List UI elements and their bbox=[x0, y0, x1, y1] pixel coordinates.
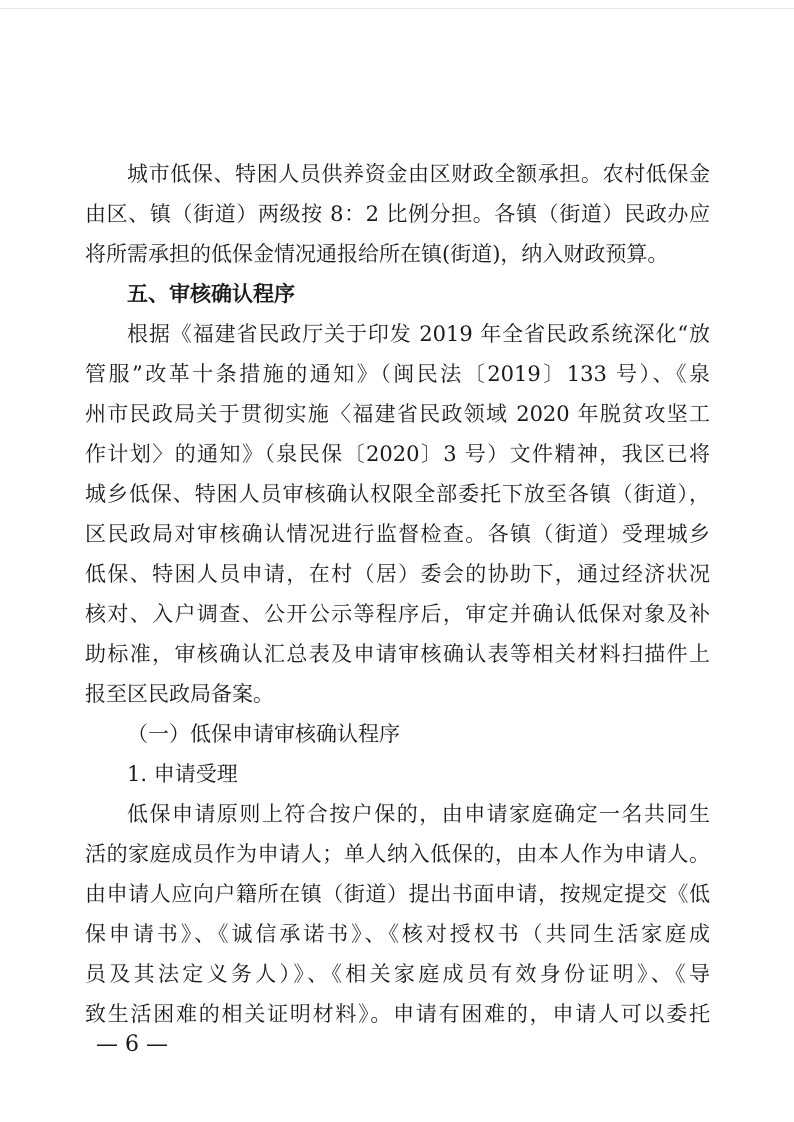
paragraph-3-line-4: 保申请书》、《诚信承诺书》、《核对授权书（共同生活家庭成 bbox=[85, 922, 710, 946]
paragraph-2-line-4: 作计划〉的通知》（泉民保〔2020〕3 号）文件精神，我区已将 bbox=[85, 442, 710, 466]
paragraph-2-line-3: 州市民政局关于贯彻实施〈福建省民政领域 2020 年脱贫攻坚工 bbox=[85, 402, 710, 426]
section-heading: 五、审核确认程序 bbox=[127, 282, 295, 306]
paragraph-3-line-5: 员及其法定义务人）》、《相关家庭成员有效身份证明》、《导 bbox=[85, 962, 710, 986]
paragraph-2-line-1: 根据《福建省民政厅关于印发 2019 年全省民政系统深化“放 bbox=[127, 322, 710, 346]
paragraph-1-line-2: 由区、镇（街道）两级按 8：2 比例分担。各镇（街道）民政办应 bbox=[85, 202, 710, 226]
paragraph-2-line-5: 城乡低保、特困人员审核确认权限全部委托下放至各镇（街道）， bbox=[85, 482, 710, 506]
paragraph-3-line-3: 由申请人应向户籍所在镇（街道）提出书面申请，按规定提交《低 bbox=[85, 882, 710, 906]
item-heading: 1. 申请受理 bbox=[127, 762, 238, 786]
paragraph-2-line-6: 区民政局对审核确认情况进行监督检查。各镇（街道）受理城乡 bbox=[85, 522, 710, 546]
paragraph-2-line-2: 管服”改革十条措施的通知》（闽民法〔2019〕133 号）、《泉 bbox=[85, 362, 710, 386]
paragraph-2-line-8: 核对、入户调查、公开公示等程序后，审定并确认低保对象及补 bbox=[85, 602, 710, 626]
paragraph-1-line-1: 城市低保、特困人员供养资金由区财政全额承担。农村低保金 bbox=[127, 162, 710, 186]
paragraph-1-line-3: 将所需承担的低保金情况通报给所在镇(街道)，纳入财政预算。 bbox=[85, 242, 669, 266]
subsection-heading: （一）低保申请审核确认程序 bbox=[127, 722, 400, 746]
paragraph-2-line-9: 助标准，审核确认汇总表及申请审核确认表等相关材料扫描件上 bbox=[85, 642, 710, 666]
paragraph-3-line-2: 活的家庭成员作为申请人；单人纳入低保的，由本人作为申请人。 bbox=[85, 842, 710, 866]
paragraph-2-line-7: 低保、特困人员申请，在村（居）委会的协助下，通过经济状况 bbox=[85, 562, 710, 586]
paragraph-3-line-1: 低保申请原则上符合按户保的，由申请家庭确定一名共同生 bbox=[127, 802, 710, 826]
paragraph-3-line-6: 致生活困难的相关证明材料》。申请有困难的，申请人可以委托 bbox=[85, 1002, 710, 1026]
paragraph-2-line-10: 报至区民政局备案。 bbox=[85, 682, 274, 706]
page-number: — 6 — bbox=[96, 1032, 168, 1057]
